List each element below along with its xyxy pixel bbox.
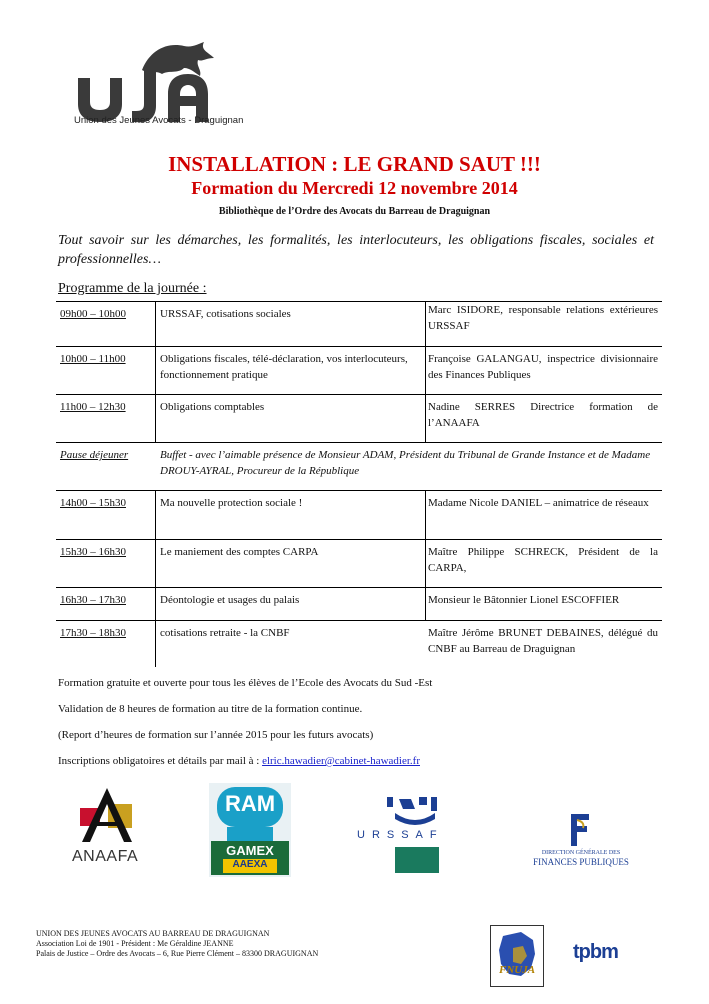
footer-president: Association Loi de 1901 - Président : Me Géraldine JEANNE <box>36 939 234 948</box>
logo-caption: Union des Jeunes Avocats - Draguignan <box>74 115 244 126</box>
finances-publiques-sublabel: DIRECTION GÉNÉRALE DES <box>541 850 621 856</box>
ram-label: RAM <box>224 791 276 816</box>
row-topic: Obligations comptables <box>160 401 265 413</box>
table-row <box>56 540 662 588</box>
row-topic: URSSAF, cotisations sociales <box>160 308 291 320</box>
gamex-label: GAMEX <box>226 843 274 858</box>
row-speaker: Madame Nicole DANIEL – animatrice de réseaux <box>428 497 649 509</box>
row-speaker: Nadine SERRES Directrice formation de l’ANAAFA <box>428 401 658 429</box>
finances-publiques-label: FINANCES PUBLIQUES <box>533 857 629 867</box>
urssaf-label: URSSAF <box>357 829 444 841</box>
info-report: (Report d’heures de formation sur l’année 2015 pour les futurs avocats) <box>58 729 374 741</box>
tpbm-logo: tpbm <box>573 941 618 963</box>
table-row <box>56 491 662 540</box>
email-link[interactable]: elric.hawadier@cabinet-hawadier.fr <box>262 755 420 767</box>
intro-text: Tout savoir sur les démarches, les formalités, les interlocuteurs, les obligations fiscales, sociales et professionnelles… <box>58 233 654 267</box>
page-subtitle: Formation du Mercredi 12 novembre 2014 <box>191 178 518 198</box>
finances-publiques-icon <box>563 812 593 848</box>
column-divider <box>155 491 156 667</box>
venue: Bibliothèque de l’Ordre des Avocats du Barreau de Draguignan <box>218 206 491 217</box>
footer-association: UNION DES JEUNES AVOCATS AU BARREAU DE DRAGUIGNAN <box>36 929 270 938</box>
fnuja-logo <box>490 925 544 987</box>
page-title: INSTALLATION : LE GRAND SAUT !!! <box>168 152 541 176</box>
info-free: Formation gratuite et ouverte pour tous les élèves de l’Ecole des Avocats du Sud -Est <box>58 677 433 689</box>
anaafa-label: ANAAFA <box>72 848 139 865</box>
row-topic: Le maniement des comptes CARPA <box>160 546 319 558</box>
table-row <box>56 395 662 443</box>
table-row <box>56 347 662 395</box>
footer-address: Palais de Justice – Ordre des Avocats – 6, Rue Pierre Clément – 83300 DRAGUIGNAN <box>36 949 319 958</box>
urssaf-icon <box>385 795 445 825</box>
info-registration <box>58 755 420 767</box>
row-time: 16h30 – 17h30 <box>60 594 126 606</box>
row-speaker: Monsieur le Bâtonnier Lionel ESCOFFIER <box>428 594 620 606</box>
table-row <box>56 302 662 347</box>
ram-gamex-logo <box>209 783 291 877</box>
row-time: 11h00 – 12h30 <box>60 401 126 413</box>
column-divider <box>155 301 156 443</box>
anaafa-logo <box>72 786 142 870</box>
row-speaker: Françoise GALANGAU, inspectrice divisionnaire des Finances Publiques <box>428 353 658 381</box>
column-divider <box>425 491 426 621</box>
fnuja-label: FNUJA <box>499 964 536 976</box>
row-time: Pause déjeuner <box>60 449 129 461</box>
table-row <box>56 443 662 491</box>
table-row <box>56 588 662 621</box>
row-topic: cotisations retraite - la CNBF <box>160 627 290 639</box>
finances-publiques-logo <box>533 812 629 870</box>
row-time: 15h30 – 16h30 <box>60 546 126 558</box>
row-speaker: Maître Philippe SCHRECK, Président de la CARPA, <box>428 546 658 574</box>
row-topic: Ma nouvelle protection sociale ! <box>160 497 303 509</box>
info-validation: Validation de 8 heures de formation au titre de la formation continue. <box>58 703 363 715</box>
urssaf-logo <box>355 795 477 877</box>
row-time: 09h00 – 10h00 <box>60 308 126 320</box>
programme-table <box>56 301 662 667</box>
table-row <box>56 621 662 667</box>
column-divider <box>425 301 426 443</box>
row-speaker: Maître Jérôme BRUNET DEBAINES, délégué du CNBF au Barreau de Draguignan <box>428 627 658 655</box>
france-map-icon <box>491 926 543 986</box>
programme-heading: Programme de la journée : <box>58 281 207 296</box>
row-topic: Obligations fiscales, télé-déclaration, vos interlocuteurs, fonctionnement pratique <box>160 353 408 381</box>
row-speaker: Marc ISIDORE, responsable relations extérieures URSSAF <box>428 304 658 332</box>
row-time: 10h00 – 11h00 <box>60 353 126 365</box>
aaexa-label: AAEXA <box>232 859 268 870</box>
anaafa-icon <box>72 786 142 846</box>
registration-label: Inscriptions obligatoires et détails par mail à : <box>58 755 263 767</box>
row-time: 14h00 – 15h30 <box>60 497 126 509</box>
row-time: 17h30 – 18h30 <box>60 627 126 639</box>
row-topic: Déontologie et usages du palais <box>160 594 300 606</box>
pause-text: Buffet - avec l’aimable présence de Monsieur ADAM, Président du Tribunal de Grande Instance et de Madame DROUY-AYRAL, Procureur de la République <box>160 449 651 477</box>
